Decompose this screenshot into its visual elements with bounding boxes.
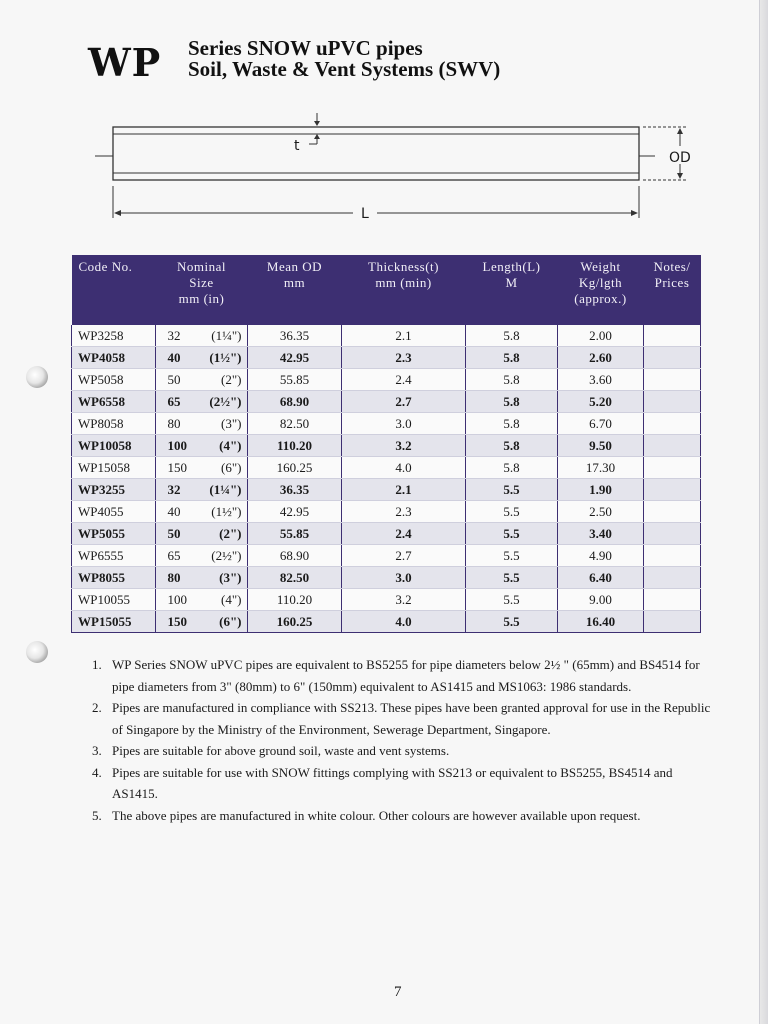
cell-mean-od: 82.50 xyxy=(248,567,342,589)
cell-mean-od: 82.50 xyxy=(248,413,342,435)
cell-size-mm: 80 xyxy=(167,569,181,585)
length-arrowhead-right xyxy=(631,210,638,216)
cell-thickness: 2.7 xyxy=(342,545,466,567)
cell-notes-prices xyxy=(644,479,701,501)
page-header xyxy=(88,36,688,96)
cell-thickness: 3.2 xyxy=(342,435,466,457)
cell-length: 5.8 xyxy=(466,369,558,391)
header-weight: Weight Kg/lgth (approx.) xyxy=(558,255,644,325)
cell-weight: 5.20 xyxy=(558,391,644,413)
cell-nominal-size xyxy=(156,501,248,523)
cell-size-mm: 100 xyxy=(167,591,187,607)
cell-nominal-size xyxy=(156,435,248,457)
cell-weight: 16.40 xyxy=(558,611,644,633)
table-row xyxy=(72,611,701,633)
cell-length: 5.5 xyxy=(466,545,558,567)
cell-thickness: 3.2 xyxy=(342,589,466,611)
cell-size-mm: 50 xyxy=(167,371,181,387)
cell-notes-prices xyxy=(644,523,701,545)
cell-length: 5.5 xyxy=(466,611,558,633)
cell-nominal-size xyxy=(156,369,248,391)
cell-size-in: (3") xyxy=(219,569,242,585)
cell-code: WP15058 xyxy=(72,457,156,479)
thickness-arrowhead-bottom xyxy=(314,134,320,139)
cell-mean-od: 68.90 xyxy=(248,545,342,567)
cell-nominal-size xyxy=(156,523,248,545)
table-row xyxy=(72,545,701,567)
note-number: 3. xyxy=(92,743,102,758)
cell-code: WP4058 xyxy=(72,347,156,369)
note-number: 1. xyxy=(92,657,102,672)
cell-nominal-size xyxy=(156,567,248,589)
cell-thickness: 2.3 xyxy=(342,347,466,369)
series-code: WP xyxy=(88,40,162,85)
cell-size-in: (4") xyxy=(219,437,242,453)
note-text: WP Series SNOW uPVC pipes are equivalent to BS5255 for pipe diameters below 2½ " (65mm) and BS4514 for pipe diameters from 3" (80mm) to 6" (150mm) equivalent to AS1415 and MS1063: 1986 standards. xyxy=(112,657,700,694)
cell-notes-prices xyxy=(644,325,701,347)
header-notes-prices: Notes/ Prices xyxy=(644,255,701,325)
cell-code: WP6555 xyxy=(72,545,156,567)
cell-nominal-size xyxy=(156,347,248,369)
cell-thickness: 4.0 xyxy=(342,611,466,633)
length-label: L xyxy=(361,206,369,222)
table-row xyxy=(72,523,701,545)
cell-mean-od: 160.25 xyxy=(248,457,342,479)
cell-mean-od: 36.35 xyxy=(248,325,342,347)
cell-size-mm: 40 xyxy=(167,349,181,365)
cell-size-in: (2½") xyxy=(209,393,242,409)
cell-notes-prices xyxy=(644,611,701,633)
cell-length: 5.5 xyxy=(466,501,558,523)
table-header-row xyxy=(72,255,701,325)
cell-code: WP5055 xyxy=(72,523,156,545)
cell-nominal-size xyxy=(156,413,248,435)
table-row xyxy=(72,369,701,391)
cell-notes-prices xyxy=(644,391,701,413)
cell-weight: 6.40 xyxy=(558,567,644,589)
note-number: 5. xyxy=(92,807,102,823)
binder-hole-top xyxy=(26,366,48,388)
cell-notes-prices xyxy=(644,545,701,567)
note-item xyxy=(88,654,718,697)
cell-length: 5.8 xyxy=(466,325,558,347)
pipe-outline xyxy=(113,127,639,180)
cell-nominal-size xyxy=(156,391,248,413)
cell-length: 5.5 xyxy=(466,523,558,545)
page-number: 7 xyxy=(394,984,402,1000)
cell-length: 5.8 xyxy=(466,435,558,457)
cell-size-in: (2") xyxy=(221,371,242,387)
cell-code: WP3258 xyxy=(72,325,156,347)
cell-size-in: (6") xyxy=(221,459,242,475)
cell-size-in: (4") xyxy=(221,591,242,607)
cell-nominal-size xyxy=(156,611,248,633)
cell-weight: 9.50 xyxy=(558,435,644,457)
cell-size-in: (1¼") xyxy=(211,327,242,343)
od-arrowhead-top xyxy=(677,128,683,134)
table-row xyxy=(72,479,701,501)
cell-mean-od: 160.25 xyxy=(248,611,342,633)
cell-length: 5.5 xyxy=(466,479,558,501)
cell-nominal-size xyxy=(156,545,248,567)
binder-hole-bottom xyxy=(26,641,48,663)
cell-nominal-size xyxy=(156,457,248,479)
cell-size-mm: 65 xyxy=(167,547,181,563)
cell-thickness: 2.1 xyxy=(342,325,466,347)
cell-length: 5.8 xyxy=(466,413,558,435)
cell-notes-prices xyxy=(644,347,701,369)
cell-mean-od: 110.20 xyxy=(248,589,342,611)
cell-size-in: (2") xyxy=(219,525,242,541)
cell-size-in: (1½") xyxy=(209,349,242,365)
cell-code: WP6558 xyxy=(72,391,156,413)
notes-list xyxy=(88,654,718,826)
cell-code: WP3255 xyxy=(72,479,156,501)
note-text: The above pipes are manufactured in white colour. Other colours are however available upon request. xyxy=(112,807,641,823)
cell-length: 5.8 xyxy=(466,347,558,369)
page-title: Series SNOW uPVC pipes xyxy=(188,36,423,60)
cell-weight: 9.00 xyxy=(558,589,644,611)
cell-weight: 4.90 xyxy=(558,545,644,567)
cell-weight: 6.70 xyxy=(558,413,644,435)
cell-thickness: 4.0 xyxy=(342,457,466,479)
cell-size-mm: 80 xyxy=(167,415,181,431)
note-text: Pipes are manufactured in compliance with SS213. These pipes have been granted approval for use in the Republic of Singapore by the Ministry of the Environment, Sewerage Department, Singapore. xyxy=(112,700,711,737)
cell-notes-prices xyxy=(644,457,701,479)
cell-notes-prices xyxy=(644,589,701,611)
cell-notes-prices xyxy=(644,369,701,391)
cell-weight: 2.00 xyxy=(558,325,644,347)
cell-weight: 17.30 xyxy=(558,457,644,479)
length-arrowhead-left xyxy=(114,210,121,216)
header-code: Code No. xyxy=(72,255,156,325)
cell-notes-prices xyxy=(644,567,701,589)
cell-size-mm: 150 xyxy=(167,459,187,475)
note-item xyxy=(88,805,718,827)
cell-code: WP8058 xyxy=(72,413,156,435)
cell-size-in: (1¼") xyxy=(209,481,242,497)
thickness-arrowhead-top xyxy=(314,121,320,126)
cell-size-in: (3") xyxy=(221,415,242,431)
cell-size-in: (2½") xyxy=(211,547,242,563)
note-text: Pipes are suitable for above ground soil, waste and vent systems. xyxy=(112,743,450,758)
cell-length: 5.8 xyxy=(466,457,558,479)
table-row xyxy=(72,589,701,611)
header-mean-od: Mean OD mm xyxy=(248,255,342,325)
cell-size-mm: 150 xyxy=(167,613,187,629)
note-number: 2. xyxy=(92,700,102,715)
cell-thickness: 2.4 xyxy=(342,369,466,391)
cell-size-mm: 32 xyxy=(167,481,181,497)
cell-weight: 2.50 xyxy=(558,501,644,523)
cell-nominal-size xyxy=(156,325,248,347)
od-label: OD xyxy=(669,150,691,166)
cell-length: 5.8 xyxy=(466,391,558,413)
cell-mean-od: 55.85 xyxy=(248,369,342,391)
cell-code: WP10058 xyxy=(72,435,156,457)
cell-size-in: (1½") xyxy=(211,503,242,519)
table-row xyxy=(72,501,701,523)
cell-mean-od: 36.35 xyxy=(248,479,342,501)
cell-code: WP15055 xyxy=(72,611,156,633)
cell-weight: 1.90 xyxy=(558,479,644,501)
cell-thickness: 2.4 xyxy=(342,523,466,545)
note-number: 4. xyxy=(92,764,102,780)
cell-mean-od: 68.90 xyxy=(248,391,342,413)
cell-size-mm: 32 xyxy=(167,327,181,343)
note-item xyxy=(88,697,718,740)
cell-length: 5.5 xyxy=(466,567,558,589)
table-row xyxy=(72,567,701,589)
table-row xyxy=(72,325,701,347)
note-item xyxy=(88,762,718,805)
header-nominal-size: Nominal Size mm (in) xyxy=(156,255,248,325)
cell-thickness: 2.3 xyxy=(342,501,466,523)
cell-size-in: (6") xyxy=(219,613,242,629)
cell-mean-od: 42.95 xyxy=(248,501,342,523)
cell-notes-prices xyxy=(644,435,701,457)
table-row xyxy=(72,413,701,435)
cell-size-mm: 100 xyxy=(167,437,187,453)
cell-size-mm: 40 xyxy=(167,503,181,519)
cell-thickness: 2.7 xyxy=(342,391,466,413)
cell-nominal-size xyxy=(156,589,248,611)
cell-thickness: 3.0 xyxy=(342,413,466,435)
table-body xyxy=(72,325,701,633)
cell-mean-od: 55.85 xyxy=(248,523,342,545)
cell-code: WP8055 xyxy=(72,567,156,589)
table-row xyxy=(72,435,701,457)
cell-code: WP10055 xyxy=(72,589,156,611)
cell-weight: 3.60 xyxy=(558,369,644,391)
cell-thickness: 3.0 xyxy=(342,567,466,589)
table-row xyxy=(72,457,701,479)
cell-thickness: 2.1 xyxy=(342,479,466,501)
cell-mean-od: 110.20 xyxy=(248,435,342,457)
page-subtitle: Soil, Waste & Vent Systems (SWV) xyxy=(188,57,501,81)
thickness-label: t xyxy=(294,138,300,154)
pipe-diagram xyxy=(95,110,715,230)
cell-size-mm: 65 xyxy=(167,393,181,409)
header-length: Length(L) M xyxy=(466,255,558,325)
cell-size-mm: 50 xyxy=(167,525,181,541)
header-thickness: Thickness(t) mm (min) xyxy=(342,255,466,325)
cell-weight: 2.60 xyxy=(558,347,644,369)
cell-length: 5.5 xyxy=(466,589,558,611)
cell-nominal-size xyxy=(156,479,248,501)
cell-weight: 3.40 xyxy=(558,523,644,545)
cell-code: WP4055 xyxy=(72,501,156,523)
note-item xyxy=(88,740,718,762)
pipe-drawing xyxy=(95,110,715,230)
cell-mean-od: 42.95 xyxy=(248,347,342,369)
pipe-spec-table xyxy=(71,255,700,633)
cell-notes-prices xyxy=(644,501,701,523)
od-arrowhead-bottom xyxy=(677,173,683,179)
page-edge xyxy=(759,0,768,1024)
cell-code: WP5058 xyxy=(72,369,156,391)
note-text: Pipes are suitable for use with SNOW fittings complying with SS213 or equivalent to BS5255, BS4514 and AS1415. xyxy=(112,764,673,801)
cell-notes-prices xyxy=(644,413,701,435)
table-row xyxy=(72,391,701,413)
table-row xyxy=(72,347,701,369)
